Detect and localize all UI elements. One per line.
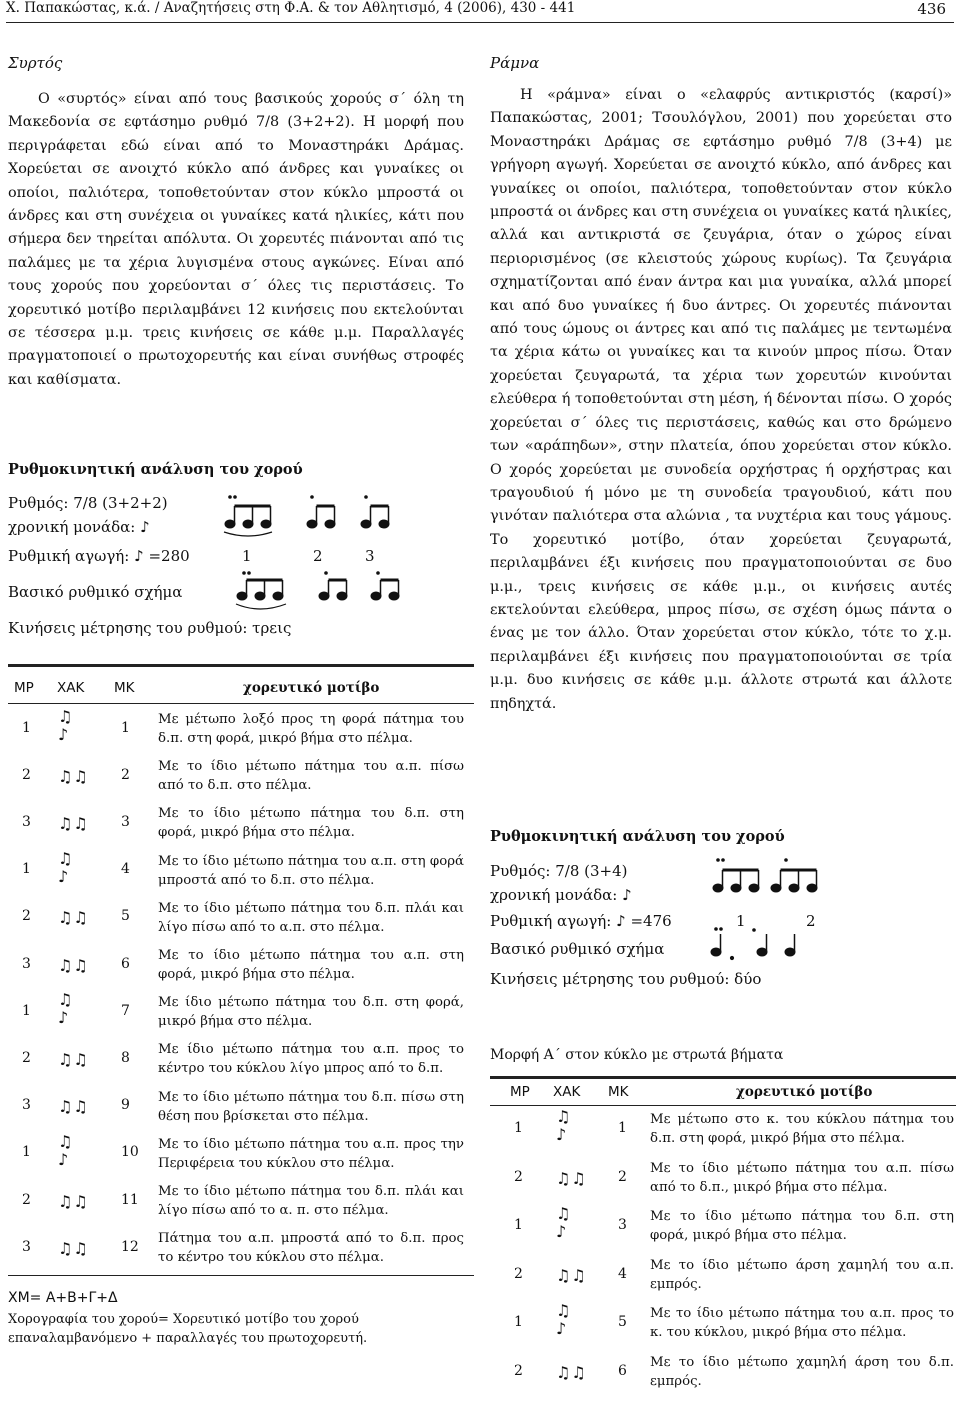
table-row-desc: Με το ίδιο μέτωπο πάτημα του δ.π. πίσω στη θέση που βρίσκεται στο πέλμα.	[158, 1089, 464, 1124]
left-table-header-rule	[8, 703, 474, 704]
eighth-note-icon: ♪	[616, 912, 626, 930]
table-row-mk: 8	[121, 1050, 130, 1066]
table-row-mp: 2	[514, 1265, 523, 1282]
eighth-note-icon: ♫ ♪	[58, 990, 74, 1028]
table-row-desc: Πάτημα του α.π. μπροστά από το δ.π. προς το κέντρο του κύκλου στο πέλμα.	[158, 1231, 464, 1266]
right-form-title: Μορφή Α΄ στον κύκλο με στρωτά βήματα	[490, 1047, 784, 1063]
right-table-top-rule	[490, 1076, 956, 1079]
right-th-mp: ΜΡ	[510, 1084, 530, 1100]
table-row-mk: 1	[618, 1120, 627, 1137]
table-row-mp: 3	[22, 1097, 31, 1114]
left-tempo-value: =280	[148, 547, 190, 565]
left-basic-pattern-figure	[224, 572, 404, 620]
right-th-mk: ΜΚ	[608, 1084, 629, 1100]
eighth-note-icon: ♫♫	[58, 1050, 89, 1069]
left-rhythm: Ρυθμός: 7/8 (3+2+2)	[8, 494, 168, 512]
eighth-note-icon: ♫ ♪	[58, 1131, 74, 1169]
table-row-desc: Με ίδιο μέτωπο πάτημα του α.π. προς το κέντρο του κύκλου λίγο μπρος από το δ.π.	[158, 1042, 464, 1077]
header-rule	[6, 22, 954, 23]
left-basic-pattern-label: Βασικό ρυθμικό σχήμα	[8, 583, 183, 601]
left-th-mp: ΜΡ	[14, 680, 34, 696]
table-row-mp: 2	[22, 1191, 31, 1208]
eighth-note-icon: ♫♫	[556, 1362, 587, 1382]
eighth-note-icon: ♫ ♪	[58, 848, 74, 886]
eighth-note-icon: ♪	[140, 518, 150, 536]
right-paragraph: Η «ράμνα» είναι ο «ελαφρύς αντικριστός (καρσί)» Παπακώστας, 2001; Τσουλόγλου, 2001) που χορεύεται στο Μοναστηράκι Δράμας σε εφτάσημο ρυθμό 7/8 (3+4) με γρήγορη αγωγή. Χορεύεται σε ανοιχτό κύκλο, από άνδρες και γυναίκες οι οποίοι, παλιότερα, τοποθετούνταν στον κύκλο μπροστά οι άνδρες και στη συνέχεια οι γυναίκες κατά ηλικίες, αλλά και αντικριστά σε ζευγάρια, όταν ο χώρος είναι περιορισμένος (σε κλειστούς χώρους κυρίως). Τα ζευγάρια σχηματίζονται από έναν άντρα και μια γυναίκα, αλλά μπορεί και από δυο γυναίκες ή δυο άντρες. Οι χορευτές πιάνονται από τους ώμους οι άντρες και από τις παλάμες με τεντωμένα τα χέρια κάτω οι γυναίκες και τα κινούν μπρος πίσω. Όταν χορεύεται ζευγαρωτά, τα χέρια των χορευτών κινούνται ελεύθερα ή τοποθετούνται στη μέση, ή δένονται πίσω. Ο χορός χορεύεται σ΄ όλες τις περιστάσεις, καθώς και στο δρώμενο των «αράπηδων», στην πλατεία, όπου χορεύεται στον κύκλο. Ο χορός χορεύεται με συνοδεία ορχήστρας ή ορχήστρας και τραγουδιού ή μόνο με τη συνοδεία τραγουδιού, κάτι που γινόταν παλιότερα στα αλώνια , τα νυχτέρια και τους γάμους. Το χορευτικό μοτίβο, όταν χορεύεται ζευγαρωτά, περιλαμβάνει έξι κινήσεις που πραγματοποιούνται σε δυο μ.μ., τρεις κινήσεις σε κάθε μ.μ., οι κινήσεις αυτές εκτελούνται ελεύθερα, μπρος πίσω, σε σχέση όμως πάντα ο ένας με τον άλλο. Όταν χορεύεται στον κύκλο, τότε το χ.μ. περιλαμβάνει έξι κινήσεις που πραγματοποιούνται σε τρία μ.μ. δυο κινήσεις σε κάθε μ.μ. άλλοτε στρωτά και άλλοτε πηδηχτά.	[490, 87, 952, 712]
table-row-desc: Με το ίδιο μέτωπο πάτημα του δ.π. πλάι και λίγο πίσω από το α.π. στο πέλμα.	[158, 900, 464, 935]
eighth-note-icon: ♫♫	[58, 955, 89, 975]
table-row-mk: 5	[121, 908, 130, 925]
table-row-mp: 2	[22, 1050, 31, 1066]
table-row-mp: 3	[22, 1238, 31, 1255]
table-row-mk: 12	[121, 1238, 139, 1255]
eighth-note-icon: ♫ ♪	[58, 707, 74, 744]
table-row-mp: 1	[22, 1002, 31, 1019]
running-title: Χ. Παπακώστας, κ.ά. / Αναζητήσεις στη Φ.Α. & τον Αθλητισμό, 4 (2006), 430 - 441	[6, 0, 576, 16]
right-column	[490, 54, 952, 716]
table-row-mk: 2	[121, 766, 130, 783]
left-formula: ΧΜ= Α+Β+Γ+Δ	[8, 1290, 118, 1306]
table-row-desc: Με το ίδιο μέτωπο πάτημα του α.π. πίσω από το δ.π., μικρό βήμα στο πέλμα.	[650, 1160, 954, 1195]
left-footnote: Χορογραφία του χορού= Χορευτικό μοτίβο του χορού επαναλαμβανόμενο + παραλλαγές του πρωτοχορευτή.	[8, 1312, 368, 1346]
left-table-bottom-rule	[8, 1275, 474, 1276]
right-rhythm: Ρυθμός: 7/8 (3+4)	[490, 862, 628, 880]
right-table-header-rule	[490, 1105, 956, 1106]
left-section-title: Συρτός	[8, 54, 63, 72]
left-analysis-title: Ρυθμοκινητική ανάλυση του χορού	[8, 461, 303, 478]
table-row-desc: Με το ίδιο μέτωπο πάτημα του α.π. προς το κ. του κύκλου, μικρό βήμα στο πέλμα.	[650, 1306, 954, 1340]
left-table-top-rule	[8, 664, 474, 667]
table-row-desc: Με το ίδιο μέτωπο άρση χαμηλή του α.π. εμπρός.	[650, 1257, 954, 1292]
table-row-desc: Με ίδιο μέτωπο πάτημα του δ.π. στη φορά, μικρό βήμα στο πέλμα.	[158, 995, 464, 1030]
table-row-mk: 4	[121, 861, 130, 878]
table-row-desc: Με το ίδιο μέτωπο πάτημα του α.π. πίσω από το δ.π. στο πέλμα.	[158, 759, 464, 794]
table-row-desc: Με το ίδιο μέτωπο πάτημα του δ.π. στη φορά, μικρό βήμα στο πέλμα.	[158, 806, 464, 841]
left-unit-line	[8, 518, 150, 536]
table-row-mk: 9	[121, 1097, 130, 1114]
left-time-unit-figure	[216, 494, 396, 542]
eighth-note-icon: ♫ ♪	[556, 1204, 572, 1241]
right-unit-line	[490, 886, 632, 904]
eighth-note-icon: ♫♫	[556, 1265, 587, 1285]
table-row-desc: Με μέτωπο λοξό προς τη φορά πάτημα του δ.π. στη φορά, μικρό βήμα στο πέλμα.	[158, 712, 464, 746]
right-beat-1: 1	[736, 912, 746, 930]
left-beat-2: 2	[313, 547, 323, 565]
right-section-title: Ράμνα	[490, 54, 540, 72]
table-row-mk: 7	[121, 1002, 130, 1019]
table-row-desc: Με το ίδιο μέτωπο πάτημα του δ.π. στη φορά, μικρό βήμα στο πέλμα.	[650, 1209, 954, 1243]
left-paragraph: Ο «συρτός» είναι από τους βασικούς χορούς σ΄ όλη τη Μακεδονία σε εφτάσημο ρυθμό 7/8 (3+2+2). Η μορφή που περιγράφεται εδώ είναι από το Μοναστηράκι Δράμας. Χορεύεται σε ανοιχτό κύκλο από άνδρες και γυναίκες οι οποίοι, παλιότερα, τοποθετούνταν στον κύκλο μπροστά οι άνδρες και στη συνέχεια οι γυναίκες κατά ηλικίες, κάτι που σήμερα δεν τηρείται απόλυτα. Οι χορευτές πιάνονται από τις παλάμες με τα χέρια λυγισμένα στους αγκώνες. Είναι από τους χορούς που χορεύονται σ΄ όλες τις περιστάσεις. Το χορευτικό μοτίβο περιλαμβάνει 12 κινήσεις που εκτελούνται σε τέσσερα μ.μ. τρεις κινήσεις σε κάθε μ.μ. Παραλλαγές πραγματοποιεί ο πρωτοχορευτής και είναι συνήθως στροφές και καθίσματα.	[8, 91, 464, 388]
left-column	[8, 54, 464, 392]
table-row-mp: 2	[22, 766, 31, 783]
table-row-mk: 2	[618, 1168, 627, 1185]
right-basic-pattern-figure	[706, 928, 806, 972]
eighth-note-icon: ♫ ♪	[556, 1301, 572, 1338]
table-row-mp: 3	[22, 955, 31, 972]
table-row-mp: 1	[22, 861, 31, 878]
left-th-motif: χορευτικό μοτίβο	[243, 680, 380, 696]
right-th-motif: χορευτικό μοτίβο	[736, 1084, 873, 1100]
left-tempo-label: Ρυθμική αγωγή:	[8, 547, 130, 565]
table-row-desc: Με το ίδιο μέτωπο χαμηλή άρση του δ.π. εμπρός.	[650, 1354, 954, 1389]
right-basic-pattern-label: Βασικό ρυθμικό σχήμα	[490, 940, 665, 958]
eighth-note-icon: ♫♫	[58, 814, 89, 833]
table-row-mp: 1	[514, 1120, 523, 1137]
table-row-mk: 6	[618, 1362, 627, 1379]
eighth-note-icon: ♫♫	[58, 908, 89, 928]
right-unit-label: χρονική μονάδα:	[490, 886, 618, 904]
table-row-mk: 5	[618, 1314, 627, 1331]
eighth-note-icon: ♫ ♪	[556, 1107, 572, 1144]
right-tempo-value: =476	[630, 912, 672, 930]
table-row-mk: 10	[121, 1144, 139, 1161]
table-row-mk: 6	[121, 955, 130, 972]
table-row-mk: 1	[121, 719, 130, 736]
table-row-desc: Με το ίδιο μέτωπο πάτημα του α.π. στη φορά μπροστά από το δ.π. στο πέλμα.	[158, 853, 464, 888]
table-row-mp: 1	[514, 1217, 523, 1234]
eighth-note-icon: ♪	[622, 886, 632, 904]
left-tempo-line	[8, 547, 190, 565]
table-row-mp: 3	[22, 814, 31, 830]
right-th-xak: ΧΑΚ	[553, 1084, 581, 1100]
eighth-note-icon: ♪	[134, 547, 144, 565]
table-row-mk: 3	[618, 1217, 627, 1234]
left-th-mk: ΜΚ	[114, 680, 135, 696]
table-row-mp: 1	[514, 1314, 523, 1331]
table-row-mp: 2	[22, 908, 31, 925]
table-row-desc: Με μέτωπο στο κ. του κύκλου πάτημα του δ.π. στη φορά, μικρό βήμα στο πέλμα.	[650, 1112, 954, 1146]
right-beat-2: 2	[806, 912, 816, 930]
left-beat-3: 3	[365, 547, 375, 565]
right-analysis-title: Ρυθμοκινητική ανάλυση του χορού	[490, 828, 785, 845]
left-beat-1: 1	[242, 547, 252, 565]
table-row-mp: 1	[22, 719, 31, 736]
eighth-note-icon: ♫♫	[556, 1168, 587, 1188]
right-time-unit-figure	[706, 858, 826, 906]
eighth-note-icon: ♫♫	[58, 1191, 89, 1211]
left-counting: Κινήσεις μέτρησης του ρυθμού: τρεις	[8, 619, 292, 637]
page-number: 436	[917, 0, 946, 18]
table-row-desc: Με το ίδιο μέτωπο πάτημα του δ.π. πλάι και λίγο πίσω από το α. π. στο πέλμα.	[158, 1184, 464, 1218]
table-row-mp: 2	[514, 1168, 523, 1185]
table-row-mp: 2	[514, 1362, 523, 1379]
table-row-mp: 1	[22, 1144, 31, 1161]
right-counting: Κινήσεις μέτρησης του ρυθμού: δύο	[490, 970, 762, 988]
left-th-xak: ΧΑΚ	[57, 680, 85, 696]
table-row-mk: 3	[121, 814, 130, 830]
right-tempo-label: Ρυθμική αγωγή:	[490, 912, 612, 930]
table-row-mk: 11	[121, 1191, 139, 1208]
eighth-note-icon: ♫♫	[58, 1097, 89, 1117]
eighth-note-icon: ♫♫	[58, 766, 89, 786]
table-row-desc: Με το ίδιο μέτωπο πάτημα του α.π. προς την Περιφέρεια του κύκλου στο πέλμα.	[158, 1136, 464, 1171]
table-row-mk: 4	[618, 1265, 627, 1282]
left-unit-label: χρονική μονάδα:	[8, 518, 136, 536]
right-tempo-line	[490, 912, 672, 930]
eighth-note-icon: ♫♫	[58, 1238, 89, 1258]
table-row-desc: Με το ίδιο μέτωπο πάτημα του α.π. στη φορά, μικρό βήμα στο πέλμα.	[158, 948, 464, 982]
